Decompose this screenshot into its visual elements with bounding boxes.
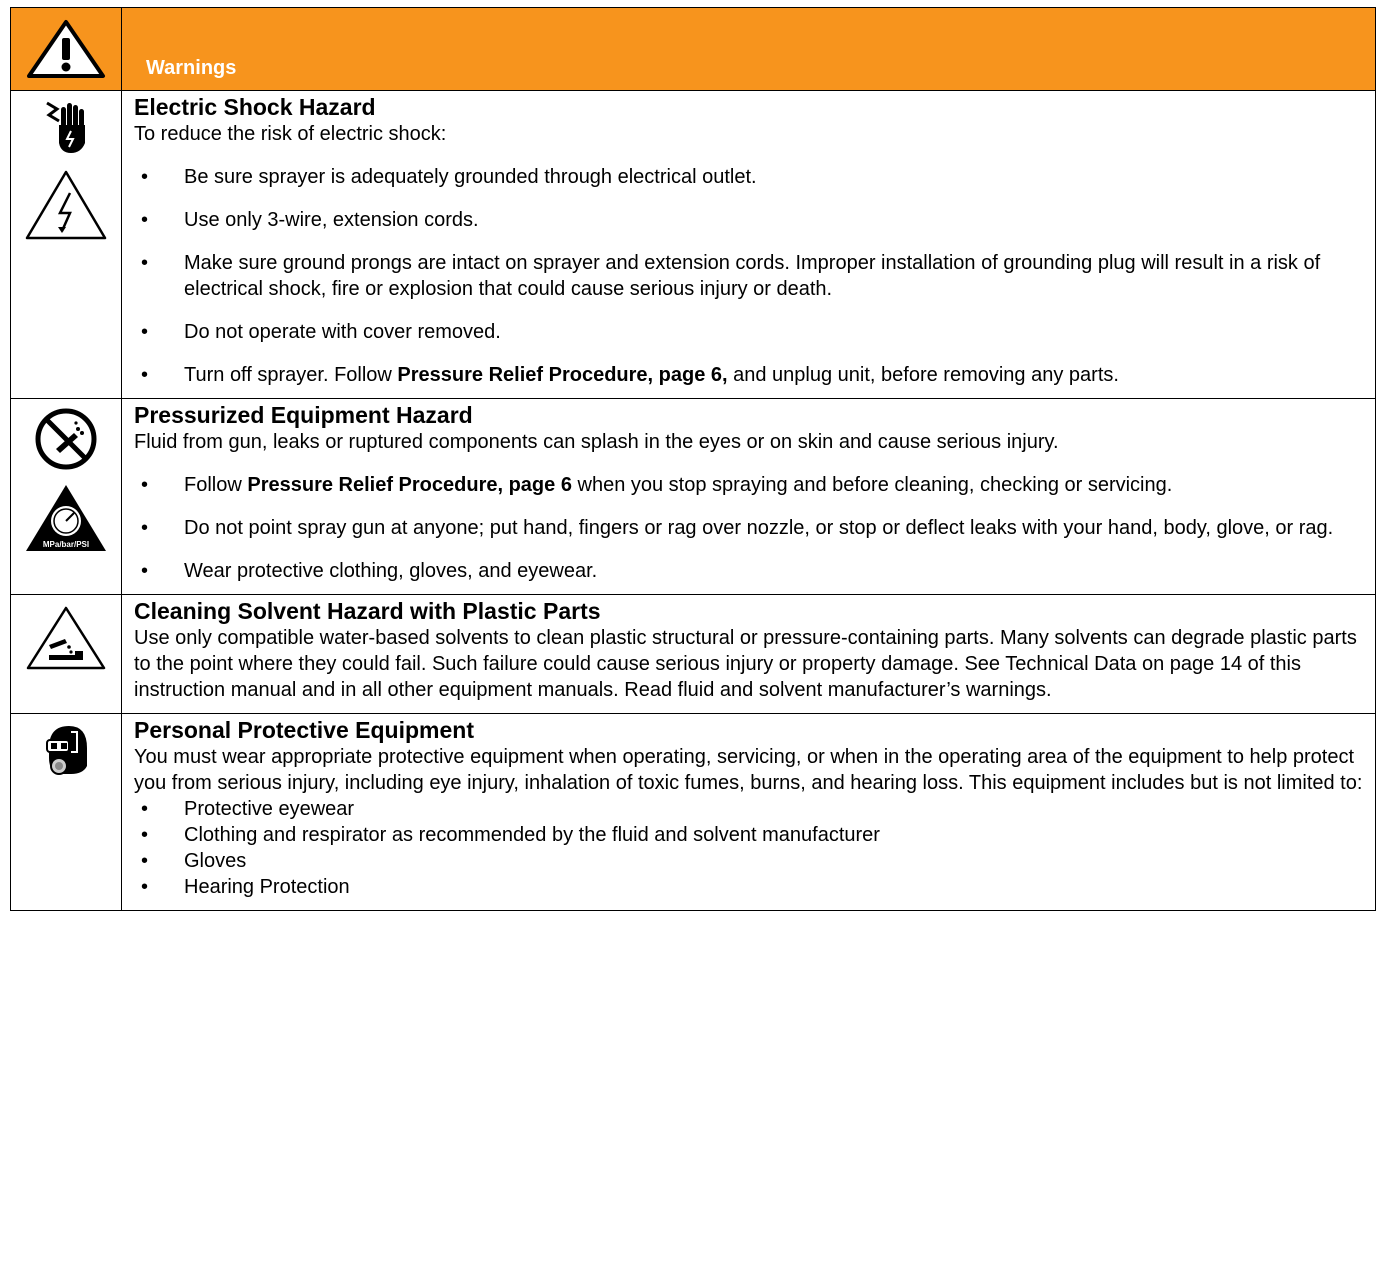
list-item: • Protective eyewear bbox=[134, 796, 1363, 822]
header-icon-cell bbox=[11, 8, 122, 91]
section-content bbox=[122, 595, 1376, 714]
section-body: You must wear appropriate protective equipment when operating, servicing, or when in the operating area of the equipment to help protect you from serious injury, including eye injury, inhalation of toxic fumes, burns, and hearing loss. This equipment includes but is not limited to: bbox=[134, 746, 1363, 794]
bullet-list bbox=[134, 472, 1363, 584]
pressure-relief-reference: Pressure Relief Procedure, page 6, bbox=[397, 364, 728, 386]
section-content bbox=[122, 714, 1376, 911]
section-content bbox=[122, 399, 1376, 595]
section-electric-shock bbox=[11, 91, 1376, 399]
list-item: • Hearing Protection bbox=[134, 874, 1363, 900]
header-title: Warnings bbox=[122, 8, 1376, 91]
section-personal-protective-equipment bbox=[11, 714, 1376, 911]
electric-shock-hand-icon bbox=[41, 99, 91, 155]
warning-triangle-icon bbox=[25, 18, 107, 80]
list-item: • Turn off sprayer. Follow Pressure Relief Procedure, page 6, and unplug unit, before removing any parts. bbox=[134, 362, 1363, 388]
protective-equipment-icon bbox=[41, 722, 91, 776]
section-intro: Fluid from gun, leaks or ruptured components can splash in the eyes or on skin and cause serious injury. bbox=[134, 431, 1059, 453]
list-item: • Wear protective clothing, gloves, and eyewear. bbox=[134, 558, 1363, 584]
pressure-relief-reference: Pressure Relief Procedure, page 6 bbox=[247, 474, 572, 496]
pressure-gauge-icon bbox=[24, 483, 108, 553]
section-body: Use only compatible water-based solvents to clean plastic structural or pressure-containing parts. Many solvents can degrade plastic parts to the point where they could fail. Such failure could cause serious injury or property damage. See Technical Data on page 14 of this instruction manual and in all other equipment manuals. Read fluid and solvent manufacturer’s warnings. bbox=[134, 627, 1357, 701]
warnings-table bbox=[10, 7, 1376, 911]
list-item: • Be sure sprayer is adequately grounded through electrical outlet. bbox=[134, 164, 1363, 190]
list-item: • Do not operate with cover removed. bbox=[134, 319, 1363, 345]
list-item: • Do not point spray gun at anyone; put hand, fingers or rag over nozzle, or stop or deflect leaks with your hand, body, glove, or rag. bbox=[134, 515, 1363, 541]
list-item: • Make sure ground prongs are intact on sprayer and extension cords. Improper installation of grounding plug will result in a risk of electrical shock, fire or explosion that could cause serious injury or death. bbox=[134, 250, 1363, 302]
section-title: Electric Shock Hazard bbox=[134, 94, 376, 120]
section-icons bbox=[11, 595, 122, 714]
no-spraying-skin-icon bbox=[34, 407, 98, 471]
bullet-list bbox=[134, 796, 1363, 900]
list-item: • Use only 3-wire, extension cords. bbox=[134, 207, 1363, 233]
list-item: • Clothing and respirator as recommended by the fluid and solvent manufacturer bbox=[134, 822, 1363, 848]
section-title: Pressurized Equipment Hazard bbox=[134, 402, 473, 428]
list-item: • Follow Pressure Relief Procedure, page 6 when you stop spraying and before cleaning, checking or servicing. bbox=[134, 472, 1363, 498]
section-intro: To reduce the risk of electric shock: bbox=[134, 123, 447, 145]
section-icons bbox=[11, 714, 122, 911]
section-icons bbox=[11, 399, 122, 595]
bullet-list bbox=[134, 164, 1363, 388]
list-item: • Gloves bbox=[134, 848, 1363, 874]
section-icons bbox=[11, 91, 122, 399]
warnings-page bbox=[10, 7, 1376, 911]
corrosive-icon bbox=[25, 605, 107, 671]
high-voltage-icon bbox=[24, 169, 108, 241]
section-cleaning-solvent bbox=[11, 595, 1376, 714]
header-row bbox=[11, 8, 1376, 91]
gauge-label: MPa/bar/PSI bbox=[42, 540, 90, 549]
section-title: Personal Protective Equipment bbox=[134, 717, 474, 743]
section-title: Cleaning Solvent Hazard with Plastic Parts bbox=[134, 598, 601, 624]
section-pressurized-equipment bbox=[11, 399, 1376, 595]
section-content bbox=[122, 91, 1376, 399]
